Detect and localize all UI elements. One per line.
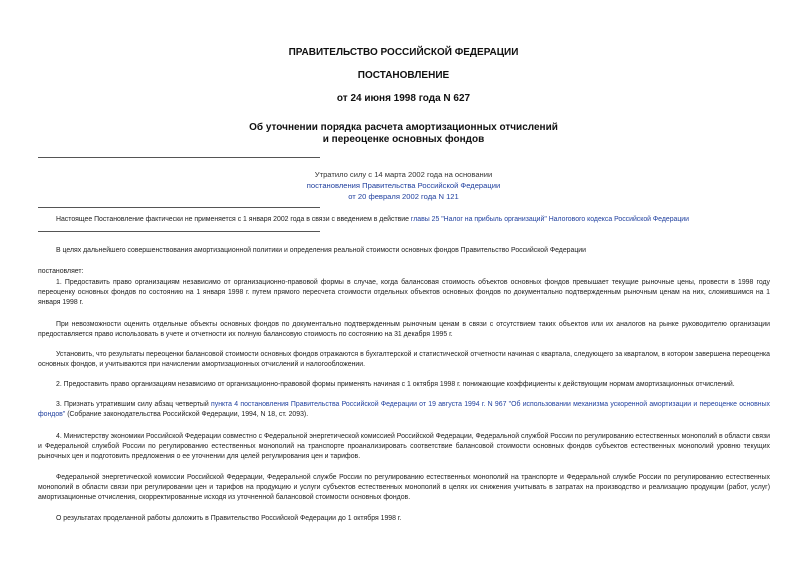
paragraph-1: 1. Предоставить право организациям независимо от организационно-правовой формы в случае, когда балансовая стоимость объектов основных фондов превышает текущие рыночные цены, провести в 1998 году переоценку основных фондов по состоянию на 1 января 1998 г. путем прямого пересчета стоимости отдельных объектов основных фондов по документально подтвержденным рыночным ценам на них, сложившимся на 1 января 1998 г. (38, 279, 770, 306)
tax-code-link[interactable]: главы 25 "Налог на прибыль организаций" Налогового кодекса Российской Федерации (410, 216, 690, 223)
paragraph-1c: Установить, что результаты переоценки балансовой стоимости основных фондов отражаются в бухгалтерской и статистической отчетности начиная с квартала, следующего за кварталом, в котором завершена переоценка основных фондов, и учитываются при начислении амортизационных отчислений и налогообложении. (38, 351, 770, 368)
government-heading: ПРАВИТЕЛЬСТВО РОССИЙСКОЙ ФЕДЕРАЦИИ (288, 47, 519, 58)
paragraph-3-source: (Собрание законодательства Российской Федерации, 1994, N 18, ст. 2093). (65, 411, 309, 418)
paragraph-3 (38, 400, 770, 420)
paragraph-3-text: 3. Признать утратившим силу абзац четвертый (56, 401, 212, 408)
divider-top (38, 157, 320, 158)
date-number-heading: от 24 июня 1998 года N 627 (336, 93, 471, 104)
paragraph-4: 4. Министерству экономики Российской Федерации совместно с Федеральной энергетической комиссией Российской Федерации, Федеральной службой России по регулированию естественных монополий в области связи и Федеральной службой России по регулированию естественных монополий на транспорте проанализировать соответствие балансовой стоимости основных фондов субъектов естественных монополий уровню текущих рыночных цен и подготовить предложения о ее уточнении для целей регулирования цен и тарифов. (38, 433, 770, 460)
paragraph-4b: Федеральной энергетической комиссии Российской Федерации, Федеральной службе России по регулированию естественных монополий на транспорте и Федеральной службе России по регулированию естественных монополий в области связи при регулировании цен и тарифов на продукцию и услуги субъектов естественных монополий в целях их снижения учитывать в затратах на производство и реализацию продукции (работ, услуг) амортизационные отчисления, скорректированные исходя из уточненной балансовой стоимости основных фондов. (38, 474, 770, 501)
document-title-line-2: и переоценке основных фондов (322, 134, 485, 145)
status-note (0, 169, 807, 202)
status-note-text: Утратило силу с 14 марта 2002 года на основании (314, 170, 493, 179)
decree-967-link[interactable]: пункта 4 постановления Правительства Российской Федерации от 19 августа 1994 г. N 967 "Об использовании механизма ускоренной амортизации и переоценке основных фондов" (38, 401, 770, 418)
document-title (0, 122, 807, 146)
paragraph-1b: При невозможности оценить отдельные объекты основных фондов по документально подтвержденным рыночным ценам в связи с отсутствием таких объектов или их аналогов на рынке руководителю организации предоставляется право использовать в учете и отчетности их полную балансовую стоимость по состоянию на 31 декабря 1995 г. (38, 321, 770, 338)
status-note-decree-link[interactable]: постановления Правительства Российской Федерации (306, 181, 501, 190)
resolves-line: постановляет: (38, 268, 84, 275)
document-title-line-1: Об уточнении порядка расчета амортизационных отчислений (249, 122, 558, 133)
notice-text: Настоящее Постановление фактически не применяется с 1 января 2002 года в связи с введением в действие (56, 216, 411, 223)
preamble-paragraph: В целях дальнейшего совершенствования амортизационной политики и определения реальной стоимости основных фондов Правительство Российской Федерации (56, 247, 586, 254)
divider-bottom (38, 231, 320, 232)
notice-paragraph (38, 215, 770, 225)
paragraph-5: О результатах проделанной работы доложить в Правительство Российской Федерации до 1 октября 1998 г. (56, 515, 402, 522)
status-note-date-link[interactable]: от 20 февраля 2002 года N 121 (348, 192, 459, 201)
divider-middle (38, 207, 320, 208)
document-type-heading: ПОСТАНОВЛЕНИЕ (357, 70, 450, 81)
paragraph-2: 2. Предоставить право организациям независимо от организационно-правовой формы применять начиная с 1 октября 1998 г. понижающие коэффициенты к действующим нормам амортизационных отчислений. (56, 381, 735, 388)
